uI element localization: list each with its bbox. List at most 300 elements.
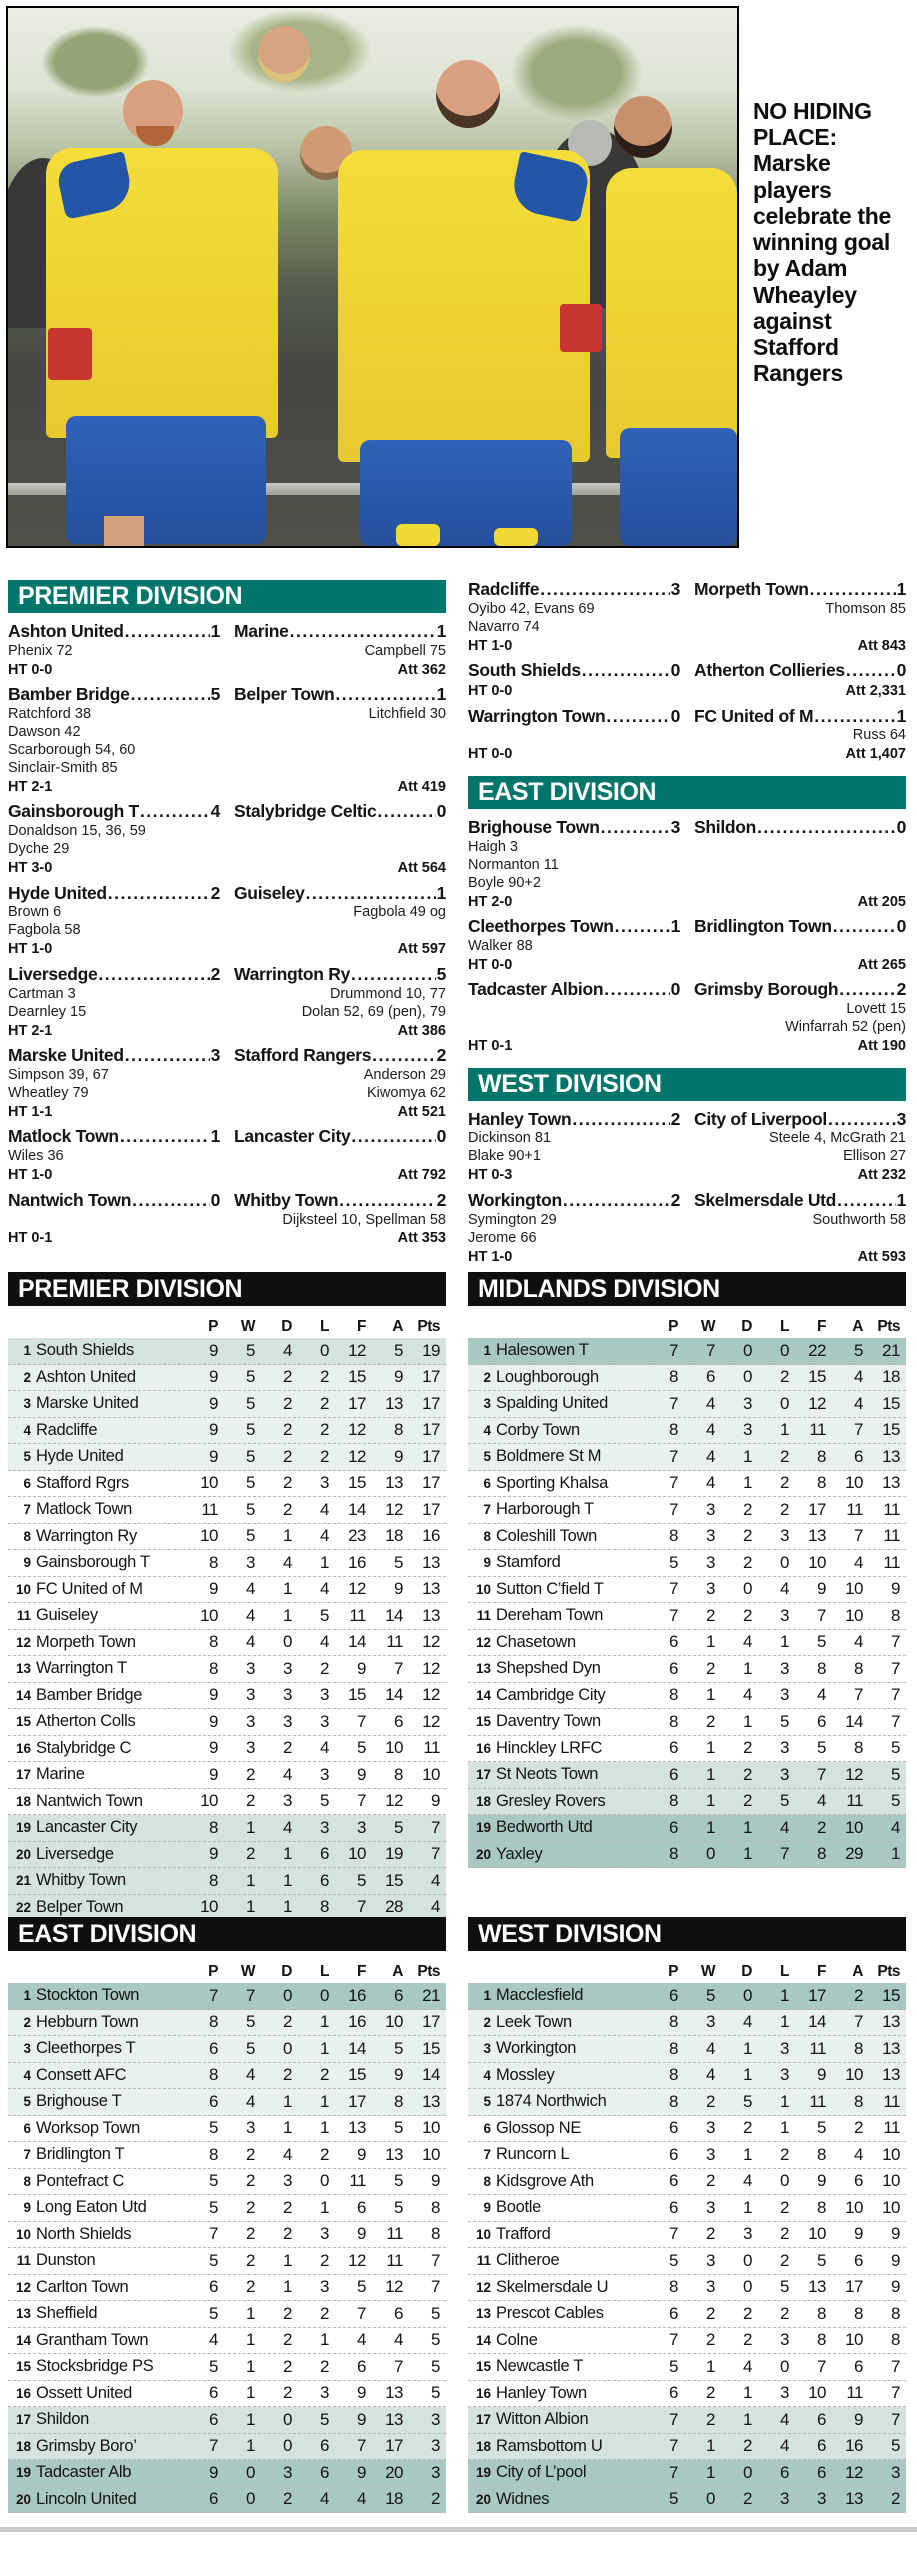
table-row (8, 1365, 446, 1392)
team-name: Hinckley LRFC (496, 1738, 603, 1757)
team-name: Pontefract C (36, 2171, 125, 2190)
score: 1 (210, 621, 220, 641)
rank: 3 (483, 1396, 491, 1412)
stat-value: 14 (845, 1711, 863, 1731)
table-row (468, 2116, 906, 2143)
stat-value: 13 (882, 1446, 900, 1466)
stat-value: 2 (780, 1367, 789, 1387)
column-header: W (700, 1963, 715, 1980)
dot-leader (140, 800, 210, 823)
stat-value: 13 (422, 1605, 440, 1625)
stat-value: 2 (743, 2330, 752, 2350)
stat-value: 7 (209, 1985, 218, 2005)
team-name: Marine (234, 621, 289, 641)
stat-value: 5 (854, 1340, 863, 1360)
stat-value: 13 (882, 2065, 900, 2085)
dot-leader (306, 882, 436, 905)
stat-value: 2 (283, 1393, 292, 1413)
stat-value: 2 (780, 2144, 789, 2164)
stat-value: 9 (209, 1711, 218, 1731)
table-row (468, 1524, 906, 1551)
team-name: Gainsborough T (8, 801, 139, 822)
column-header: L (780, 1963, 789, 1980)
player-shorts (620, 428, 737, 546)
rank: 8 (483, 2173, 491, 2189)
rank: 13 (475, 2306, 491, 2322)
score: 0 (896, 916, 906, 937)
stat-value: 0 (283, 2038, 292, 2058)
team-name: Clitheroe (496, 2251, 560, 2270)
scoreline (468, 915, 906, 938)
stat-value: 0 (283, 1985, 292, 2005)
table-row (8, 2142, 446, 2169)
scorer-line: Phenix 72 (8, 642, 73, 659)
rank: 14 (475, 2332, 491, 2348)
stat-value: 1 (283, 1897, 292, 1917)
table-row (468, 2063, 906, 2090)
stat-value: 9 (817, 2065, 826, 2085)
away-scorers (302, 986, 446, 1022)
stat-value: 13 (385, 2144, 403, 2164)
table-row (468, 2089, 906, 2116)
stat-value: 5 (246, 1420, 255, 1440)
dot-leader (98, 963, 209, 986)
stat-value: 6 (669, 2118, 678, 2138)
stat-value: 13 (385, 1473, 403, 1493)
rank: 7 (23, 2147, 31, 2163)
rank: 11 (16, 2253, 31, 2269)
rank: 1 (483, 1343, 491, 1359)
table-row (468, 1736, 906, 1763)
stat-value: 3 (246, 1738, 255, 1758)
dot-leader (290, 620, 436, 643)
scorer-line: Wheatley 79 (8, 1084, 89, 1101)
stat-value: 17 (808, 1985, 826, 2005)
team-name: Dereham Town (496, 1606, 604, 1625)
stat-value: 1 (743, 2065, 752, 2085)
stat-value: 2 (743, 2436, 752, 2456)
score: 3 (210, 1045, 220, 1066)
scorer-line: Wiles 36 (8, 1148, 64, 1165)
stat-value: 2 (283, 2303, 292, 2323)
stat-value: 8 (669, 1367, 678, 1387)
stat-value: 5 (357, 1738, 366, 1758)
stat-value: 14 (385, 1685, 403, 1705)
scorer-line: Scarborough 54, 60 (8, 741, 136, 758)
scorers (8, 986, 446, 1022)
stat-value: 15 (348, 2065, 366, 2085)
stat-value: 28 (385, 1897, 403, 1917)
stat-value: 0 (283, 2409, 292, 2429)
stat-value: 7 (431, 1844, 440, 1864)
stat-value: 0 (283, 1632, 292, 1652)
stat-value: 5 (891, 2436, 900, 2456)
team-name: Harborough T (496, 1500, 594, 1519)
stat-value: 17 (348, 2091, 366, 2111)
stat-value: 14 (348, 2038, 366, 2058)
dot-leader (125, 1044, 210, 1067)
player-head (258, 26, 310, 82)
score: 2 (670, 1189, 680, 1210)
match-home (8, 1125, 220, 1148)
scorers (468, 1130, 906, 1166)
stat-value: 2 (780, 1499, 789, 1519)
stat-value: 17 (422, 2012, 440, 2032)
scoreline (8, 882, 446, 905)
scoreline (8, 1125, 446, 1148)
dot-leader (846, 659, 896, 682)
team-name: Bamber Bridge (36, 1685, 143, 1704)
stat-value: 7 (891, 1711, 900, 1731)
stat-value: 2 (706, 2224, 715, 2244)
stat-value: 7 (669, 2436, 678, 2456)
stat-value: 3 (431, 2462, 440, 2482)
stat-value: 6 (320, 1870, 329, 1890)
stat-value: 13 (422, 1552, 440, 1572)
stat-value: 6 (669, 2303, 678, 2323)
match-result (8, 963, 446, 1041)
table-east-division (8, 1917, 446, 2513)
stat-value: 6 (357, 2356, 366, 2376)
team-name: Warrington Ry (234, 963, 351, 984)
stat-value: 8 (854, 1658, 863, 1678)
attendance: Att 843 (857, 637, 906, 654)
table-row (468, 2036, 906, 2063)
stat-value: 7 (854, 1526, 863, 1546)
team-name: City of L’pool (496, 2463, 587, 2482)
stat-value: 10 (845, 1605, 863, 1625)
stat-value: 11 (846, 1791, 863, 1811)
stat-value: 15 (348, 1367, 366, 1387)
stat-value: 15 (882, 1393, 900, 1413)
team-name: Trafford (496, 2224, 551, 2243)
scorers (8, 706, 446, 778)
stat-value: 2 (706, 2409, 715, 2429)
match-home (468, 578, 680, 601)
stat-value: 0 (246, 2462, 255, 2482)
stat-value: 1 (320, 2038, 329, 2058)
table-row (468, 1577, 906, 1604)
stat-value: 3 (283, 1685, 292, 1705)
player-beard (136, 126, 174, 146)
stat-value: 12 (808, 1393, 826, 1413)
table-header: PREMIER DIVISION (8, 1272, 446, 1306)
team-name: Newcastle T (496, 2357, 584, 2376)
stat-value: 10 (200, 1897, 218, 1917)
table-row (468, 2487, 906, 2514)
stat-value: 6 (854, 1446, 863, 1466)
stat-value: 2 (743, 1526, 752, 1546)
team-name: Whitby Town (234, 1189, 339, 1210)
team-name: Widnes (496, 2489, 550, 2508)
stat-value: 2 (283, 1446, 292, 1466)
stat-value: 11 (809, 2038, 826, 2058)
stat-value: 1 (246, 2330, 255, 2350)
team-name: Gresley Rovers (496, 1791, 606, 1810)
stat-value: 9 (357, 2144, 366, 2164)
stat-value: 3 (706, 2144, 715, 2164)
team-name: Shildon (36, 2410, 89, 2429)
rank: 18 (475, 1793, 491, 1809)
team-name: Skelmersdale Utd (694, 1189, 837, 1210)
table-row (8, 2434, 446, 2461)
dot-leader (828, 1108, 896, 1131)
dot-leader (757, 816, 896, 839)
score: 1 (896, 705, 906, 726)
team-name: Bridlington T (36, 2145, 125, 2164)
stat-value: 2 (246, 2144, 255, 2164)
stat-value: 2 (743, 2489, 752, 2509)
stat-value: 11 (846, 1499, 863, 1519)
rank: 20 (475, 1846, 491, 1862)
stat-value: 9 (394, 2065, 403, 2085)
table-row (468, 2301, 906, 2328)
stat-value: 12 (422, 1711, 440, 1731)
table-row (8, 1524, 446, 1551)
stat-value: 6 (394, 1985, 403, 2005)
team-name: Marske United (36, 1394, 139, 1413)
ht-att-line (8, 1166, 446, 1186)
table-row (8, 1815, 446, 1842)
match-home (468, 816, 680, 839)
stat-value: 6 (669, 2383, 678, 2403)
rank: 10 (475, 1581, 491, 1597)
stat-value: 8 (669, 1844, 678, 1864)
stat-value: 7 (669, 1446, 678, 1466)
team-name: Grantham Town (36, 2330, 149, 2349)
team-name: Bedworth Utd (496, 1818, 593, 1837)
stat-value: 9 (394, 1446, 403, 1466)
stat-value: 1 (283, 2118, 292, 2138)
stat-value: 4 (431, 1870, 440, 1890)
table-west-division (468, 1917, 906, 2513)
rank: 14 (15, 2332, 31, 2348)
stat-value: 12 (422, 1632, 440, 1652)
score: 5 (436, 963, 446, 984)
stat-value: 15 (808, 1367, 826, 1387)
stat-value: 3 (320, 1685, 329, 1705)
stat-value: 5 (246, 1526, 255, 1546)
stat-value: 10 (200, 1605, 218, 1625)
stat-value: 10 (882, 2144, 900, 2164)
match-away (234, 683, 446, 706)
stat-value: 16 (422, 1526, 440, 1546)
score: 1 (210, 1126, 220, 1147)
stat-value: 14 (422, 2065, 440, 2085)
stat-value: 10 (808, 2224, 826, 2244)
stat-value: 17 (422, 1499, 440, 1519)
stat-value: 9 (891, 1579, 900, 1599)
stat-value: 5 (780, 2277, 789, 2297)
stat-value: 1 (320, 2330, 329, 2350)
stat-value: 7 (357, 1711, 366, 1731)
stat-value: 10 (422, 2118, 440, 2138)
score: 0 (670, 705, 680, 726)
match-home (8, 1044, 220, 1067)
half-time-score: HT 3-0 (8, 860, 53, 877)
rank: 20 (475, 2491, 491, 2507)
stat-value: 4 (780, 2436, 789, 2456)
rank: 11 (476, 1608, 491, 1624)
stat-value: 5 (780, 1791, 789, 1811)
score: 1 (896, 1189, 906, 1210)
scorer-line: Normanton 11 (468, 856, 559, 873)
rank: 8 (23, 2173, 31, 2189)
stat-value: 2 (743, 1764, 752, 1784)
stat-value: 2 (283, 2489, 292, 2509)
stat-value: 3 (780, 1764, 789, 1784)
stat-value: 4 (706, 1393, 715, 1413)
stat-value: 6 (780, 2462, 789, 2482)
stat-value: 1 (320, 2197, 329, 2217)
home-scorers (8, 823, 146, 859)
table-row (468, 1762, 906, 1789)
stat-value: 15 (882, 1420, 900, 1440)
score: 0 (436, 1126, 446, 1147)
stat-value: 4 (246, 1605, 255, 1625)
stat-value: 15 (348, 1473, 366, 1493)
rank: 4 (483, 2067, 491, 2083)
stat-value: 13 (422, 1579, 440, 1599)
stat-value: 29 (845, 1844, 863, 1864)
stat-value: 7 (669, 1473, 678, 1493)
stat-value: 4 (246, 2065, 255, 2085)
match-away (234, 963, 446, 986)
home-scorers (8, 643, 73, 661)
stat-value: 11 (883, 2118, 900, 2138)
stat-value: 1 (706, 1632, 715, 1652)
score: 4 (210, 801, 220, 822)
stat-value: 8 (320, 1897, 329, 1917)
scoreline (468, 816, 906, 839)
stat-value: 3 (283, 2171, 292, 2191)
stat-value: 19 (385, 1844, 403, 1864)
team-name: Stocksbridge PS (36, 2357, 154, 2376)
scoreline (468, 978, 906, 1001)
stat-value: 10 (845, 1579, 863, 1599)
table-row (468, 2434, 906, 2461)
team-name: Coleshill Town (496, 1526, 597, 1545)
stat-value: 1 (780, 2118, 789, 2138)
attendance: Att 1,407 (845, 746, 906, 763)
score: 1 (896, 579, 906, 599)
score: 1 (436, 882, 446, 903)
stat-value: 2 (743, 1499, 752, 1519)
table-row (468, 1656, 906, 1683)
table-row (468, 1789, 906, 1816)
stat-value: 2 (283, 1473, 292, 1493)
team-name: Atherton Collieries (694, 660, 845, 681)
table-row (468, 2275, 906, 2302)
stat-value: 4 (394, 2330, 403, 2350)
team-name: Halesowen T (496, 1341, 589, 1360)
match-away (694, 816, 906, 839)
stat-value: 9 (394, 1579, 403, 1599)
stat-value: 4 (283, 1817, 292, 1837)
team-name: Hanley Town (468, 1108, 572, 1129)
stat-value: 13 (348, 2118, 366, 2138)
stat-value: 3 (706, 2250, 715, 2270)
stat-value: 4 (706, 2065, 715, 2085)
stat-value: 0 (320, 1985, 329, 2005)
rank: 14 (475, 1687, 491, 1703)
ht-att-line (468, 1166, 906, 1186)
stat-value: 1 (706, 1817, 715, 1837)
table-row (468, 1365, 906, 1392)
stat-value: 1 (283, 1870, 292, 1890)
column-header: L (780, 1318, 789, 1335)
team-name: Workington (468, 1189, 562, 1210)
attendance: Att 792 (397, 1167, 446, 1184)
section-header: EAST DIVISION (468, 776, 906, 809)
player-shorts (360, 440, 572, 546)
stat-value: 5 (320, 2409, 329, 2429)
attendance: Att 2,331 (845, 683, 906, 699)
team-name: Radcliffe (36, 1420, 98, 1439)
stat-value: 8 (669, 1685, 678, 1705)
match-away (694, 1189, 906, 1212)
stat-value: 4 (283, 1340, 292, 1360)
stat-value: 10 (385, 1738, 403, 1758)
stat-value: 1 (320, 1552, 329, 1572)
stat-value: 3 (891, 2462, 900, 2482)
half-time-score: HT 0-1 (468, 1038, 513, 1055)
table-row (468, 2169, 906, 2196)
table-row (8, 2328, 446, 2355)
stat-value: 4 (706, 1473, 715, 1493)
scorer-line: Navarro 74 (468, 618, 540, 635)
rank: 18 (15, 2438, 31, 2454)
stat-value: 8 (669, 2091, 678, 2111)
stat-value: 1 (706, 2462, 715, 2482)
stat-value: 1 (743, 1711, 752, 1731)
home-scorers (8, 1067, 109, 1103)
stat-value: 8 (669, 1711, 678, 1731)
stat-value: 4 (283, 1764, 292, 1784)
rank: 3 (483, 2041, 491, 2057)
score: 0 (896, 660, 906, 681)
scorer-line: Thomson 85 (825, 600, 906, 617)
scoreline (8, 963, 446, 986)
table-row (8, 1983, 446, 2010)
rank: 10 (475, 2226, 491, 2242)
away-scorers (812, 1212, 906, 1248)
stat-value: 19 (422, 1340, 440, 1360)
team-name: Spalding United (496, 1394, 608, 1413)
stat-value: 12 (845, 1764, 863, 1784)
table-row (8, 1656, 446, 1683)
scorer-line: Jerome 66 (468, 1229, 537, 1246)
column-header: Pts (877, 1318, 900, 1335)
stat-value: 3 (320, 1817, 329, 1837)
team-name: Stockton Town (36, 1986, 140, 2005)
stat-value: 2 (320, 2356, 329, 2376)
scorer-line: Ellison 27 (843, 1148, 906, 1165)
column-header: L (320, 1318, 329, 1335)
dot-leader (372, 1044, 435, 1067)
stat-value: 0 (743, 2277, 752, 2297)
stat-value: 6 (394, 2303, 403, 2323)
sleeve-badge (560, 304, 602, 352)
scorers (8, 1067, 446, 1103)
stat-value: 10 (422, 2144, 440, 2164)
team-name: Warrington Town (468, 705, 606, 726)
attendance: Att 386 (397, 1022, 446, 1039)
rank: 16 (15, 1740, 31, 1756)
stat-value: 8 (394, 2091, 403, 2111)
table-row (8, 1550, 446, 1577)
stat-value: 3 (743, 1420, 752, 1440)
